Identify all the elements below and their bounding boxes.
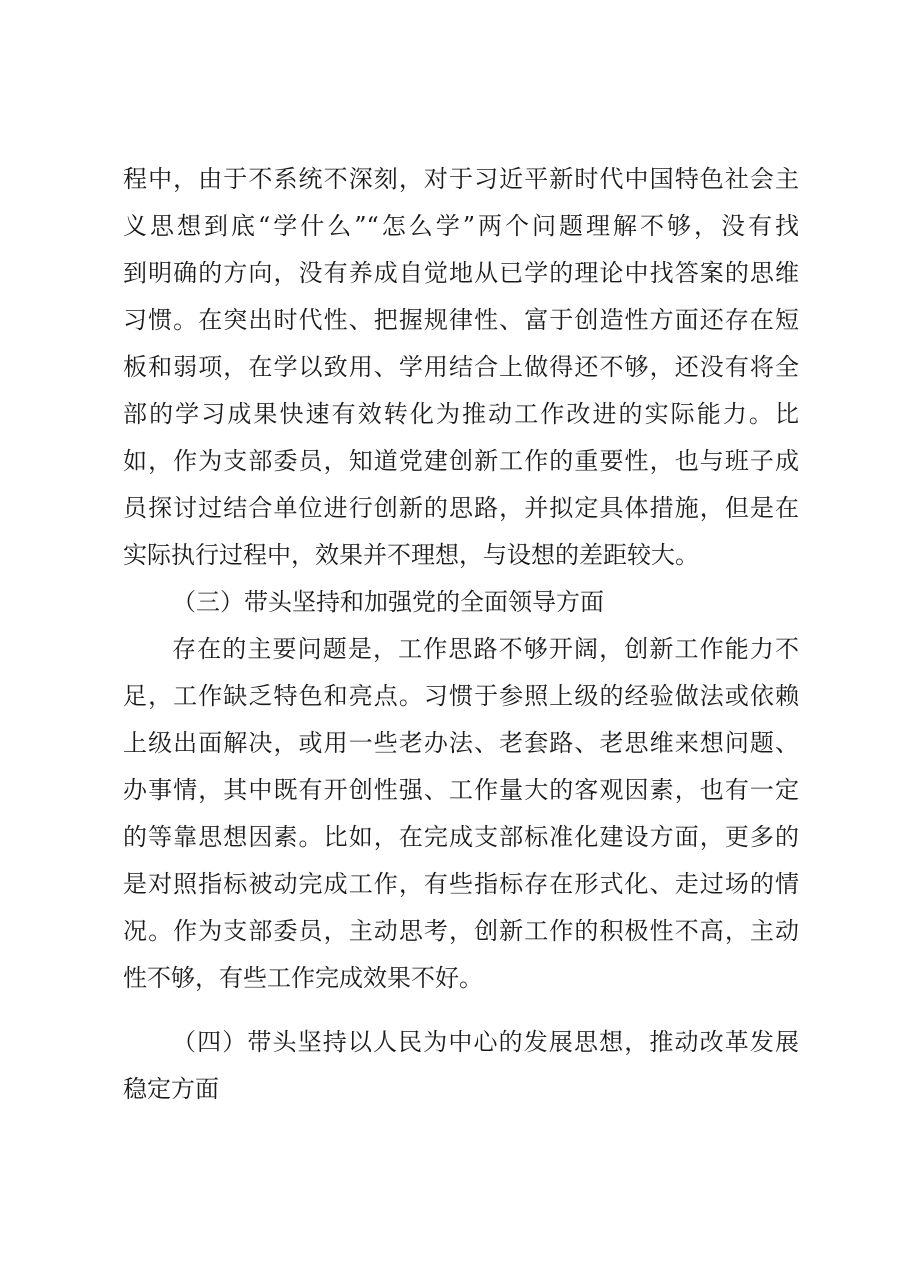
section-heading-4-continued: 稳定方面 bbox=[123, 1075, 219, 1103]
paragraph-line: 部的学习成果快速有效转化为推动工作改进的实际能力。比 bbox=[123, 400, 799, 428]
paragraph-line: 习惯。在突出时代性、把握规律性、富于创造性方面还存在短 bbox=[123, 306, 799, 334]
paragraph-line: 是对照指标被动完成工作，有些指标存在形式化、走过场的情 bbox=[123, 870, 799, 898]
section-heading-3: （三）带头坚持和加强党的全面领导方面 bbox=[172, 588, 604, 616]
paragraph-line: 办事情，其中既有开创性强、工作量大的客观因素，也有一定 bbox=[123, 776, 799, 804]
paragraph-line: 性不够，有些工作完成效果不好。 bbox=[123, 964, 483, 992]
paragraph-line: 足，工作缺乏特色和亮点。习惯于参照上级的经验做法或依赖 bbox=[123, 682, 799, 710]
paragraph-line: 员探讨过结合单位进行创新的思路，并拟定具体措施，但是在 bbox=[123, 494, 799, 522]
paragraph-line: 实际执行过程中，效果并不理想，与设想的差距较大。 bbox=[123, 541, 699, 569]
paragraph-line: 到明确的方向，没有养成自觉地从已学的理论中找答案的思维 bbox=[123, 259, 799, 287]
paragraph-line: 程中，由于不系统不深刻，对于习近平新时代中国特色社会主 bbox=[123, 165, 799, 193]
section-heading-4: （四）带头坚持以人民为中心的发展思想，推动改革发展 bbox=[172, 1028, 799, 1056]
paragraph-line: 的等靠思想因素。比如，在完成支部标准化建设方面，更多的 bbox=[123, 823, 799, 851]
paragraph-line: 上级出面解决，或用一些老办法、老套路、老思维来想问题、 bbox=[123, 729, 799, 757]
paragraph-line: 如，作为支部委员，知道党建创新工作的重要性，也与班子成 bbox=[123, 447, 799, 475]
paragraph-line: 况。作为支部委员，主动思考，创新工作的积极性不高，主动 bbox=[123, 917, 799, 945]
paragraph-line: 板和弱项，在学以致用、学用结合上做得还不够，还没有将全 bbox=[123, 353, 799, 381]
paragraph-line: 存在的主要问题是，工作思路不够开阔，创新工作能力不 bbox=[172, 635, 799, 663]
paragraph-line: 义思想到底“学什么”“怎么学”两个问题理解不够，没有找 bbox=[123, 212, 799, 240]
